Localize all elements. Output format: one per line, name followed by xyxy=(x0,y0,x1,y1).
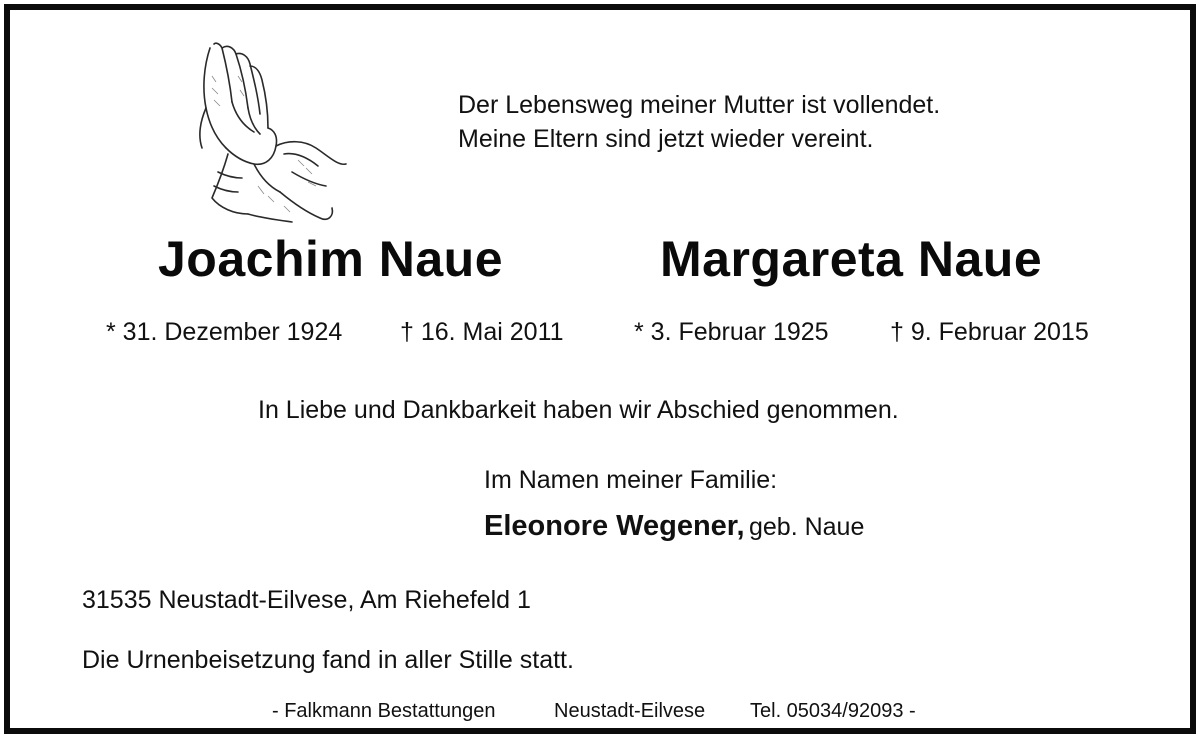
signature-intro: Im Namen meiner Familie: xyxy=(484,466,778,494)
birth-date-margareta: * 3. Februar 1925 xyxy=(634,318,829,346)
person-name-joachim: Joachim Naue xyxy=(158,231,504,287)
birth-date-joachim: * 31. Dezember 1924 xyxy=(106,318,343,346)
farewell-text: In Liebe und Dankbarkeit haben wir Abschied genommen. xyxy=(258,396,899,424)
verse-line-1: Der Lebensweg meiner Mutter ist vollendet. xyxy=(458,91,941,119)
signer-maiden-name: geb. Naue xyxy=(749,513,865,541)
death-date-joachim: † 16. Mai 2011 xyxy=(400,318,564,346)
address: 31535 Neustadt-Eilvese, Am Riehefeld 1 xyxy=(82,586,531,614)
footer-town: Neustadt-Eilvese xyxy=(554,700,706,722)
signer-name: Eleonore Wegener, xyxy=(484,510,745,542)
person-name-margareta: Margareta Naue xyxy=(660,231,1043,287)
footer-company: - Falkmann Bestattungen xyxy=(272,700,496,722)
obituary-notice xyxy=(4,4,1196,734)
verse-line-2: Meine Eltern sind jetzt wieder vereint. xyxy=(458,125,874,153)
praying-hands-icon xyxy=(188,36,356,226)
death-date-margareta: † 9. Februar 2015 xyxy=(890,318,1089,346)
signature xyxy=(484,510,864,543)
burial-note: Die Urnenbeisetzung fand in aller Stille statt. xyxy=(82,646,574,674)
footer-phone: Tel. 05034/92093 - xyxy=(750,700,916,722)
